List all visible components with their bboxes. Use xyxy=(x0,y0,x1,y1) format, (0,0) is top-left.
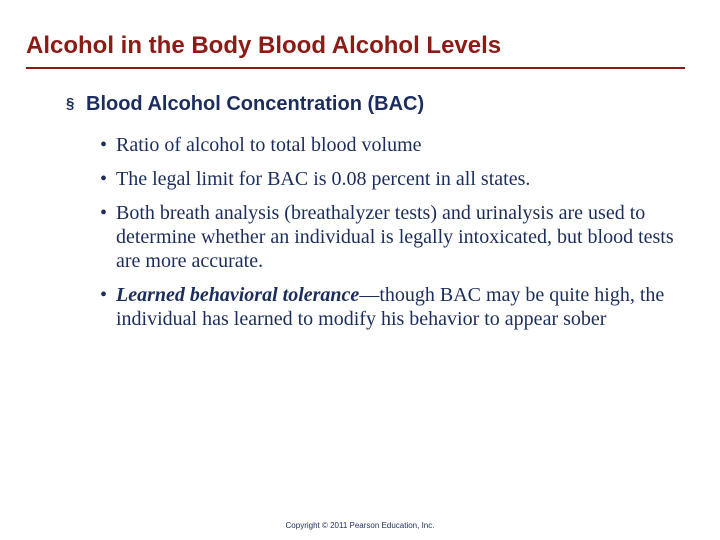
bullet-dot-icon: • xyxy=(100,202,108,224)
heading-bullet xyxy=(66,93,424,116)
bullet-dot-icon: • xyxy=(100,168,108,190)
bullet-dot-icon: • xyxy=(100,134,108,156)
heading-text: Blood Alcohol Concentration (BAC) xyxy=(86,93,425,115)
square-bullet-icon: § xyxy=(66,95,75,112)
bullet-item xyxy=(96,283,696,331)
bullet-item xyxy=(96,167,696,191)
bullet-text: —though BAC may be quite high, the individual has learned to modify his behavior to appear sober xyxy=(116,284,665,330)
bullet-item xyxy=(96,133,696,157)
bullet-item xyxy=(96,201,696,273)
bullet-text: Both breath analysis (breathalyzer tests) and urinalysis are used to determine whether an individual is legally intoxicated, but blood tests are more accurate. xyxy=(116,202,674,272)
bullet-list xyxy=(96,133,696,341)
slide-title: Alcohol in the Body Blood Alcohol Levels xyxy=(26,32,502,59)
copyright-footer: Copyright © 2011 Pearson Education, Inc. xyxy=(285,521,435,530)
bullet-term: Learned behavioral tolerance xyxy=(116,284,360,306)
bullet-text: Ratio of alcohol to total blood volume xyxy=(116,134,422,156)
bullet-dot-icon: • xyxy=(100,284,108,306)
bullet-text: The legal limit for BAC is 0.08 percent in all states. xyxy=(116,168,531,190)
title-divider xyxy=(26,67,685,69)
